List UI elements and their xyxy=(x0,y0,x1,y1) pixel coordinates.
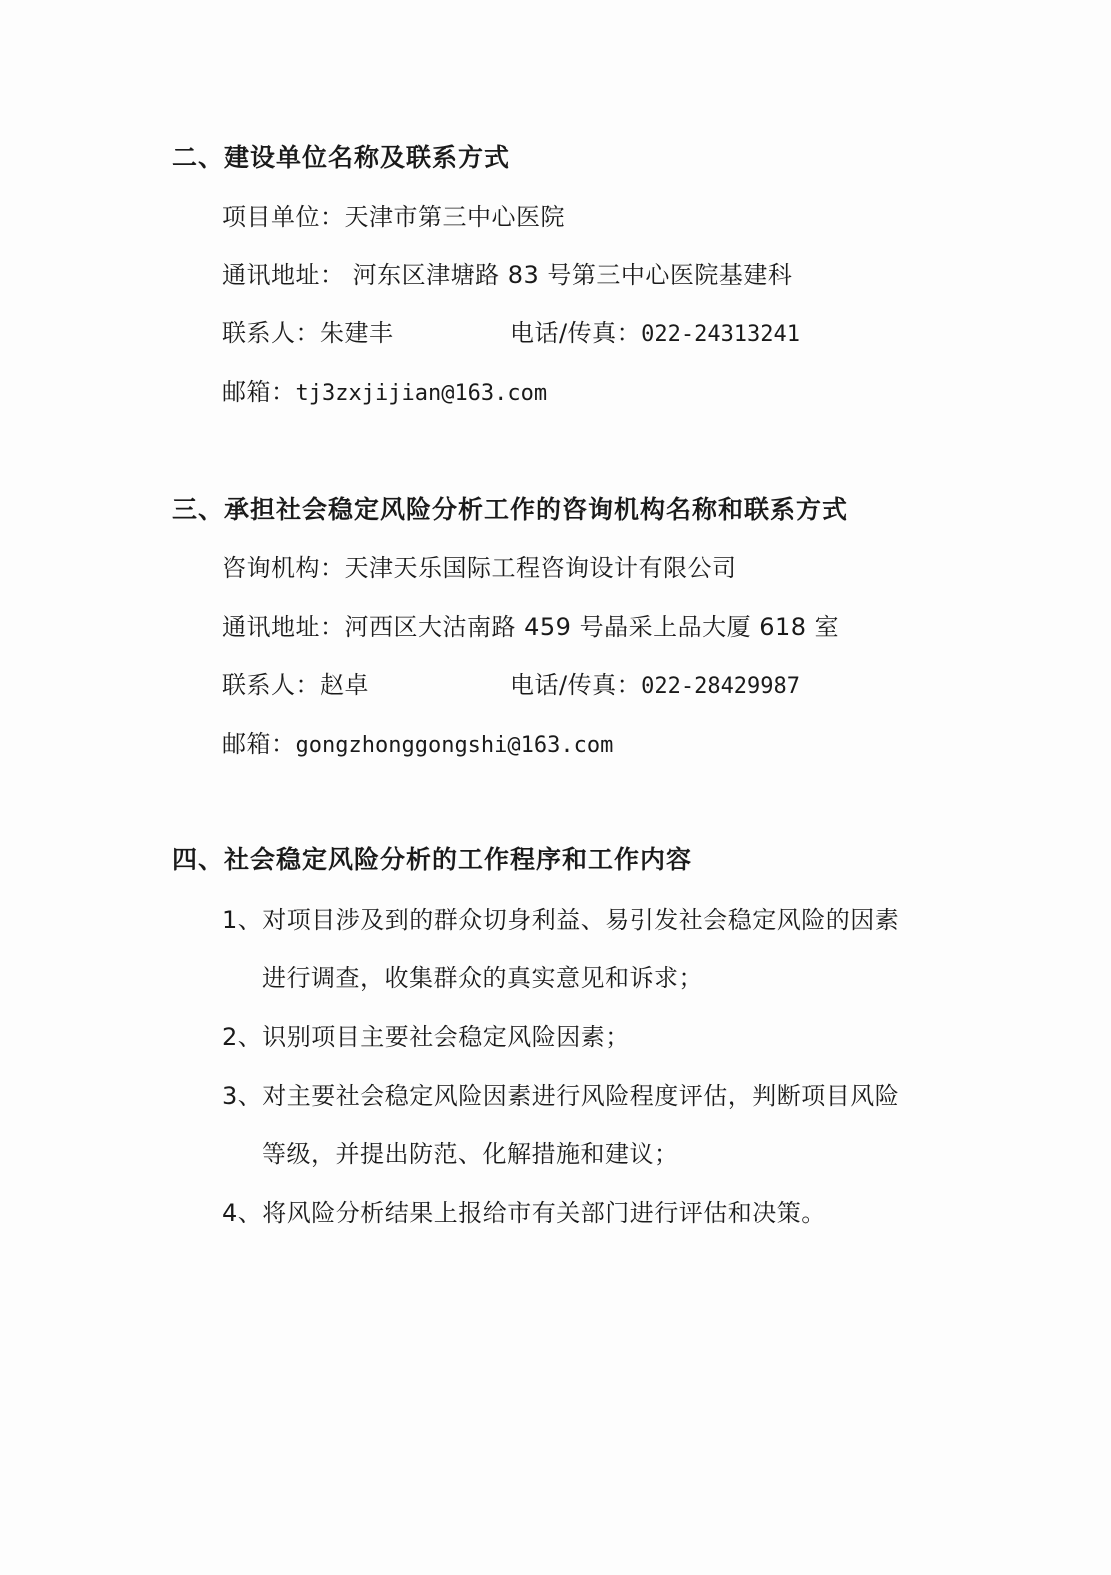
address-line xyxy=(222,610,839,644)
section-heading: 二、建设单位名称及联系方式 xyxy=(172,143,511,172)
contact-line xyxy=(222,316,801,350)
email-value: tj3zxjijian@163.com xyxy=(295,381,548,406)
contact-line xyxy=(222,668,801,702)
project-unit-value: 天津市第三中心医院 xyxy=(344,203,565,231)
email-line xyxy=(222,375,547,411)
contact-value: 赵卓 xyxy=(320,671,369,699)
section-heading: 四、社会稳定风险分析的工作程序和工作内容 xyxy=(172,845,693,874)
item-number: 1、 xyxy=(222,906,263,934)
email-label: 邮箱： xyxy=(222,730,296,758)
item-number: 3、 xyxy=(222,1082,263,1110)
address-label: 通讯地址： xyxy=(222,261,345,289)
contact-label: 联系人： xyxy=(222,319,320,347)
contact-label: 联系人： xyxy=(222,671,320,699)
procedure-item xyxy=(222,1079,900,1168)
project-unit-line xyxy=(222,200,565,234)
address-value: 河西区大沽南路 459 号晶采上品大厦 618 室 xyxy=(344,613,840,641)
phone-label: 电话/传真： xyxy=(510,671,642,699)
agency-label: 咨询机构： xyxy=(222,554,345,582)
address-value: 河东区津塘路 83 号第三中心医院基建科 xyxy=(344,261,793,289)
item-number: 4、 xyxy=(222,1199,263,1227)
item-number: 2、 xyxy=(222,1023,263,1051)
item-continuation: 等级，并提出防范、化解措施和建议； xyxy=(262,1140,679,1168)
project-unit-label: 项目单位： xyxy=(222,203,345,231)
email-line xyxy=(222,727,613,763)
phone-group xyxy=(510,668,800,704)
phone-value: 022-28429987 xyxy=(641,674,801,699)
email-value: gongzhonggongshi@163.com xyxy=(295,733,614,758)
phone-label: 电话/传真： xyxy=(510,319,642,347)
address-label: 通讯地址： xyxy=(222,613,345,641)
item-continuation: 进行调查，收集群众的真实意见和诉求； xyxy=(262,964,703,992)
item-text: 识别项目主要社会稳定风险因素； xyxy=(262,1023,630,1051)
email-label: 邮箱： xyxy=(222,378,296,406)
phone-value: 022-24313241 xyxy=(641,322,801,347)
address-line xyxy=(222,258,792,292)
item-text: 将风险分析结果上报给市有关部门进行评估和决策。 xyxy=(262,1199,826,1227)
agency-line xyxy=(222,551,737,585)
phone-group xyxy=(510,316,800,352)
procedure-item xyxy=(222,1020,630,1054)
contact-value: 朱建丰 xyxy=(320,319,394,347)
section-heading: 三、承担社会稳定风险分析工作的咨询机构名称和联系方式 xyxy=(172,495,849,524)
agency-value: 天津天乐国际工程咨询设计有限公司 xyxy=(344,554,737,582)
item-text: 对项目涉及到的群众切身利益、易引发社会稳定风险的因素 xyxy=(262,906,900,934)
item-text: 对主要社会稳定风险因素进行风险程度评估，判断项目风险 xyxy=(262,1082,900,1110)
procedure-item xyxy=(222,1196,826,1230)
procedure-item xyxy=(222,903,900,992)
